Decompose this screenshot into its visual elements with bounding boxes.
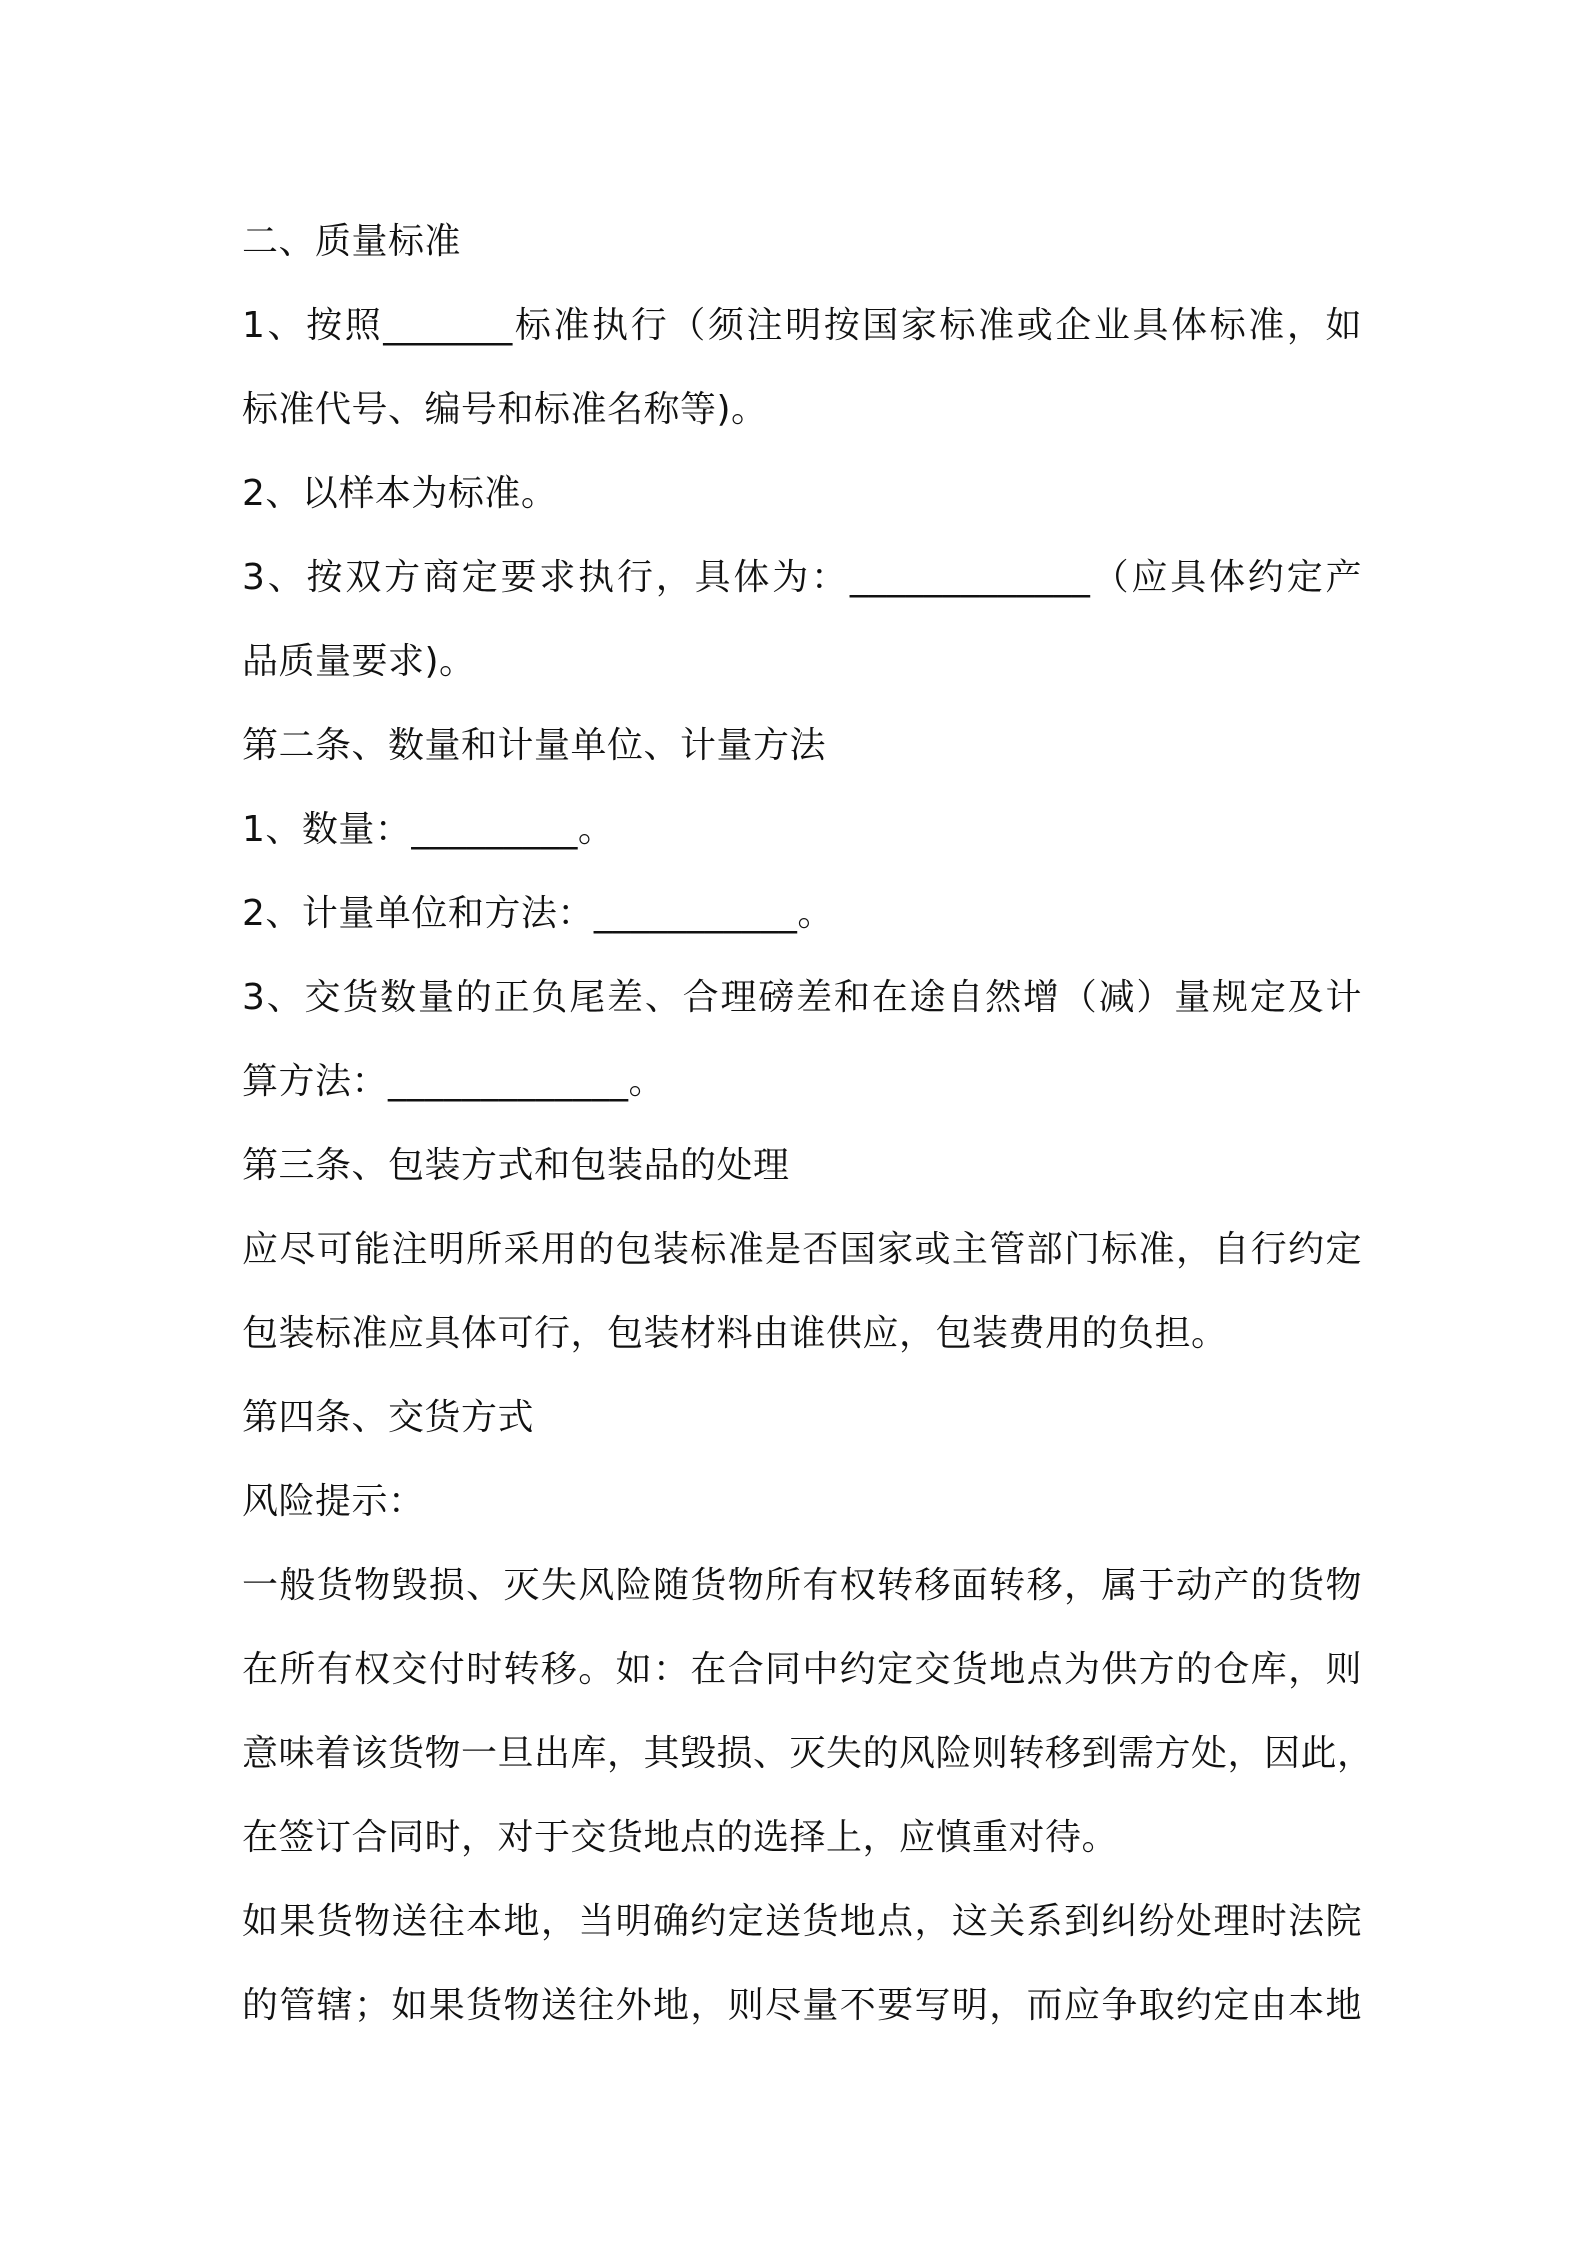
paragraph-line: 一般货物毁损、灭失风险随货物所有权转移面转移，属于动产的货物 [242,1565,1362,1606]
paragraph-line: 在签订合同时，对于交货地点的选择上，应慎重对待。 [242,1817,1119,1858]
paragraph-line: 2、计量单位和方法：___________。 [242,893,834,934]
paragraph-line: 2、以样本为标准。 [242,473,558,514]
paragraph-line: 算方法：_____________。 [242,1061,666,1102]
paragraph-line: 在所有权交付时转移。如：在合同中约定交货地点为供方的仓库，则 [242,1649,1362,1690]
paragraph-line: 3、按双方商定要求执行，具体为：_____________（应具体约定产 [242,557,1362,598]
article-heading-delivery: 第四条、交货方式 [242,1397,535,1438]
section-heading-quality-standard: 二、质量标准 [242,221,462,262]
article-heading-quantity: 第二条、数量和计量单位、计量方法 [242,725,827,766]
paragraph-line: 1、数量：_________。 [242,809,615,850]
paragraph-line: 意味着该货物一旦出库，其毁损、灭失的风险则转移到需方处，因此， [242,1733,1374,1774]
paragraph-line: 如果货物送往本地，当明确约定送货地点，这关系到纠纷处理时法院 [242,1901,1362,1942]
risk-notice-label: 风险提示： [242,1481,425,1522]
article-heading-packaging: 第三条、包装方式和包装品的处理 [242,1145,790,1186]
paragraph-line: 包装标准应具体可行，包装材料由谁供应，包装费用的负担。 [242,1313,1228,1354]
document-body [242,200,1374,2048]
paragraph-line: 品质量要求)。 [242,641,476,682]
paragraph-line: 应尽可能注明所采用的包装标准是否国家或主管部门标准，自行约定 [242,1229,1362,1270]
paragraph-line: 标准代号、编号和标准名称等)。 [242,389,768,430]
paragraph-line: 3、交货数量的正负尾差、合理磅差和在途自然增（减）量规定及计 [242,977,1362,1018]
paragraph-line: 1、按照_______标准执行（须注明按国家标准或企业具体标准，如 [242,305,1362,346]
paragraph-line: 的管辖；如果货物送往外地，则尽量不要写明，而应争取约定由本地 [242,1985,1362,2026]
